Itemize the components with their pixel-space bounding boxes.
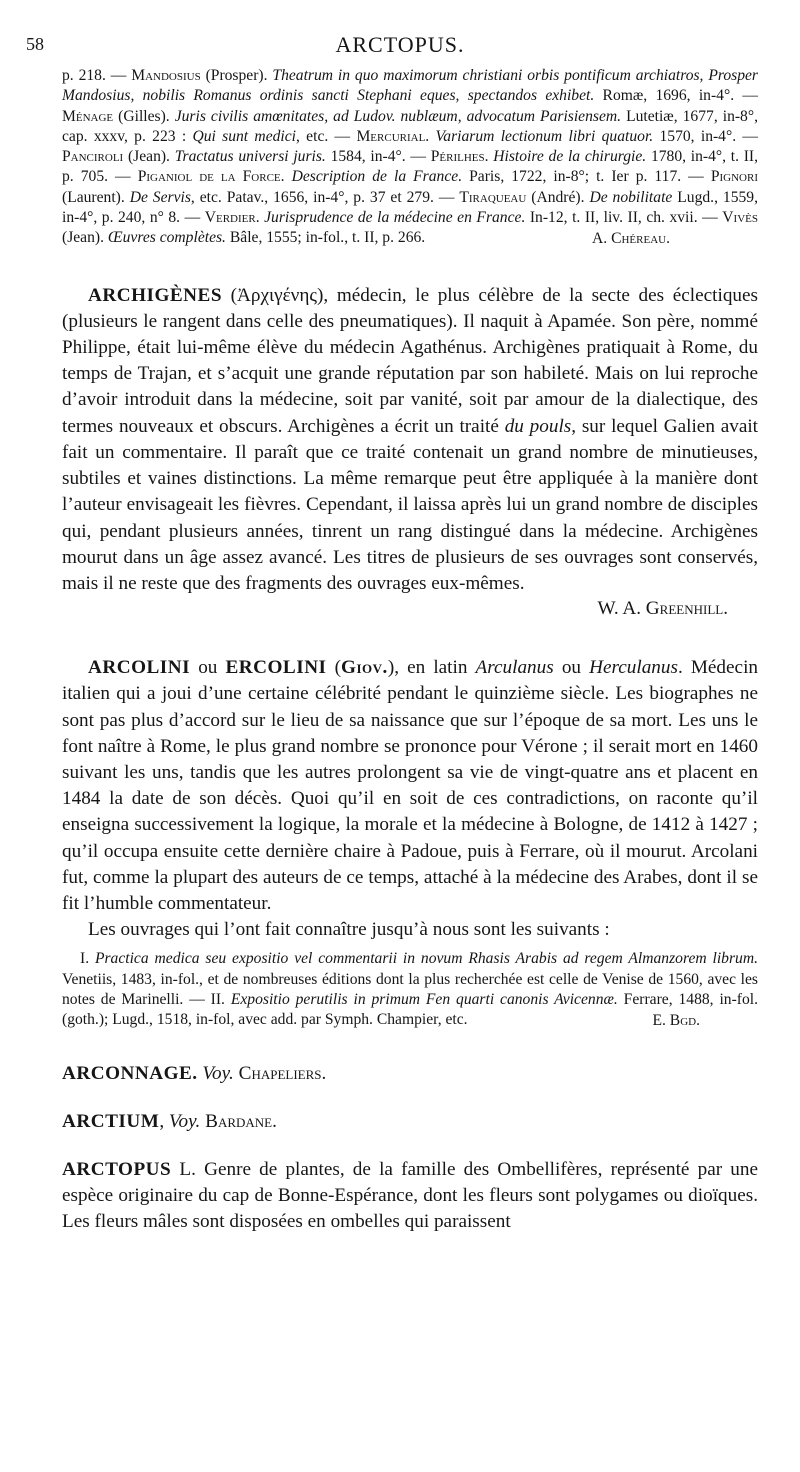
page-content [62, 66, 758, 1236]
arcolini-text: ARCOLINI ou ERCOLINI (Giov.), en latin Arculanus ou Herculanus. Médecin italien qui a joui d’une certaine célébrité pendant le quinzième siècle. Les biographes ne sont pas plus d’accord sur le lieu de sa naissance que sur l’époque de sa mort. Les uns le font naître à Rome, le plus grand nombre se prononce pour Vérone ; il serait mort en 1460 suivant les uns, tandis que les autres prolongent sa vie de vingt-quatre ans et placent en 1484 la date de son décès. Quoi qu’il en soit de ces contradictions, on raconte qu’il enseigna successivement la logique, la morale et la médecine à Bologne, de 1412 à 1427 ; qu’il occupa ensuite cette dernière chaire à Padoue, puis à Ferrare, où il mourut. Arcolani fut, comme la plupart des auteurs de ce temps, attaché à la médecine des Arabes, dont il se fit l’humble commentateur. [62, 657, 758, 914]
arcolini-signature: E. Bgd. [652, 1011, 700, 1029]
arctopus-text: ARCTOPUS L. Genre de plantes, de la famille des Ombellifères, représenté par une espèce originaire du cap de Bonne-Espérance, dont les fleurs sont polygames ou dioïques. Les fleurs mâles sont disposées en ombelles qui paraissent [62, 1158, 758, 1233]
headword-arconnage: ARCONNAGE. [62, 1062, 198, 1084]
bibliography-signature: A. Chéreau. [592, 229, 670, 247]
archigenes-signature: W. A. Greenhill. [597, 598, 728, 620]
entry-arconnage [62, 1061, 758, 1087]
entry-archigenes [62, 283, 758, 621]
entry-arctium [62, 1109, 758, 1135]
arconnage-text: ARCONNAGE. Voy. Chapeliers. [62, 1062, 327, 1084]
running-head: ARCTOPUS. [335, 32, 465, 57]
entry-arctopus [62, 1157, 758, 1236]
archigenes-text: ARCHIGÈNES (Ἀρχιγένης), médecin, le plus célèbre de la secte des éclectiques (plusieurs le rangent dans celle des pneumatiques). Il naquit à Apamée. Son père, nommé Philippe, était lui-même élève du médecin Agathénus. Archigènes pratiquait à Rome, du temps de Trajan, et s’acquit une grande réputation par son habileté. Mais on lui reproche d’avoir introduit dans la médecine, soit par vanité, soit par amour de la dialectique, des termes nouveaux et obscurs. Archigènes a écrit un traité du pouls, sur lequel Galien avait fait un commentaire. Il paraît que ce traité contenait un grand nombre de minutieuses, subtiles et vaines distinctions. La même remarque peut être appliquée à la manière dont l’auteur envisageait les fièvres. Cependant, il laissa après lui un grand nombre de disciples qui, pendant plusieurs années, tinrent un rang distingué dans la médecine. Archigènes mourut dans un âge assez avancé. Les titres de plusieurs de ses ouvrages sont conservés, mais il ne reste que des fragments des ouvrages eux-mêmes. [62, 284, 758, 594]
arcolini-works-intro: Les ouvrages qui l’ont fait connaître jusqu’à nous sont les suivants : [88, 919, 610, 941]
page-number: 58 [26, 34, 44, 54]
headword-arcolini: ARCOLINI [88, 657, 191, 679]
headword-arctopus: ARCTOPUS [62, 1158, 172, 1180]
headword-arctium: ARCTIUM [62, 1110, 160, 1132]
arcolini-works-list: I. Practica medica seu expositio vel commentarii in novum Rhasis Arabis ad regem Almanzorem librum. Venetiis, 1483, in-fol., et de nombreuses éditions dont la plus recherchée est celle de Venise de 1560, avec les notes de Marinelli. — II. Expositio perutilis in primum Fen quarti canonis Avicennæ. Ferrare, 1488, in-fol. (goth.); Lugd., 1518, in-fol, avec add. par Symph. Champier, etc. [62, 950, 758, 1029]
arctium-text: ARCTIUM, Voy. Bardane. [62, 1110, 277, 1132]
headword-archigenes: ARCHIGÈNES [88, 284, 223, 306]
page-header [0, 30, 800, 60]
bibliography-block: p. 218. — Mandosius (Prosper). Theatrum in quo maximorum christiani orbis pontificum archiatros, Prosper Mandosius, nobilis Romanus ordinis sancti Stephani eques, spectandos exhibet. Romæ, 1696, in-4°. — Ménage (Gilles). Juris civilis amœnitates, ad Ludov. nublæum, advocatum Parisiensem. Lutetiæ, 1677, in-8°, cap. xxxv, p. 223 : Qui sunt medici, etc. — Mercurial. Variarum lectionum libri quatuor. 1570, in-4°. — Panciroli (Jean). Tractatus universi juris. 1584, in-4°. — Périlhes. Histoire de la chirurgie. 1780, in-4°, t. II, p. 705. — Piganiol de la Force. Description de la France. Paris, 1722, in-8°; t. Ier p. 117. — Pignori (Laurent). De Servis, etc. Patav., 1656, in-4°, p. 37 et 279. — Tiraqueau (André). De nobilitate Lugd., 1559, in-4°, p. 240, n° 8. — Verdier. Jurisprudence de la médecine en France. In-12, t. II, liv. II, ch. xvii. — Vivès (Jean). Œuvres complètes. Bâle, 1555; in-fol., t. II, p. 266. [62, 67, 758, 247]
entry-arcolini [62, 655, 758, 1030]
headword-ercolini: ERCOLINI [225, 657, 327, 679]
